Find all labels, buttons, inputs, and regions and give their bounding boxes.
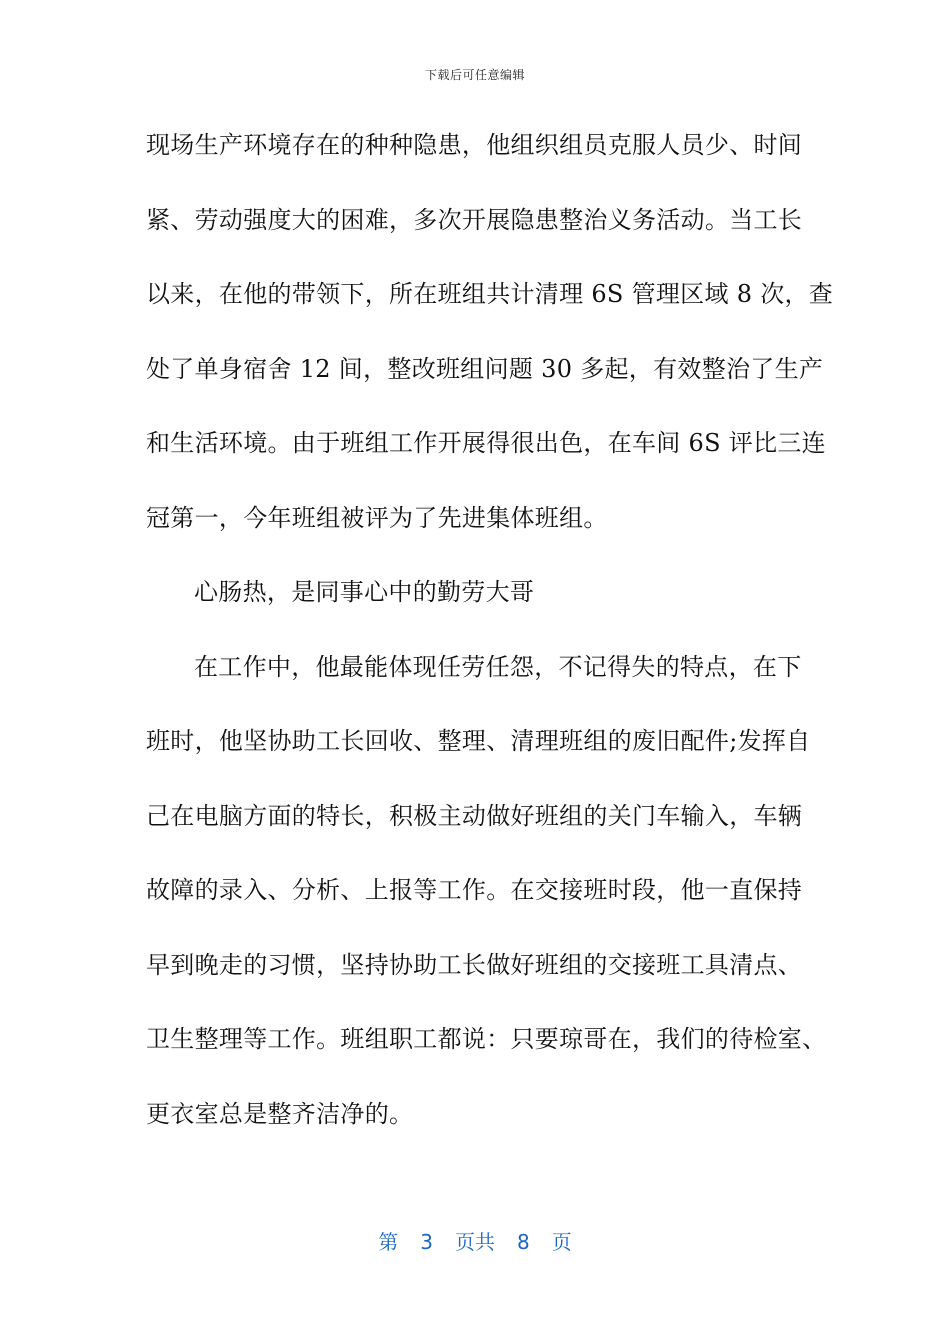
page-footer: [0, 1226, 950, 1255]
body-line: 和生活环境。由于班组工作开展得很出色，在车间 6S 评比三连: [146, 429, 826, 457]
body-line: 班时，他坚协助工长回收、整理、清理班组的废旧配件;发挥自: [146, 727, 811, 755]
footer-prefix: 第: [378, 1230, 399, 1254]
body-line: 更衣室总是整齐洁净的。: [146, 1099, 414, 1128]
page-header: 下载后可任意编辑: [424, 68, 525, 82]
footer-total-pages: 8: [517, 1230, 530, 1254]
footer-suffix: 页: [551, 1230, 572, 1254]
document-body: [146, 122, 834, 1165]
body-line: 卫生整理等工作。班组职工都说：只要琼哥在，我们的待检室、: [146, 1025, 827, 1053]
body-line: 冠第一，今年班组被评为了先进集体班组。: [146, 503, 608, 532]
body-line: 早到晚走的习惯，坚持协助工长做好班组的交接班工具清点、: [146, 950, 803, 979]
section-heading: 心肠热，是同事心中的勤劳大哥: [194, 578, 535, 606]
body-line: 紧、劳动强度大的困难，多次开展隐患整治义务活动。当工长: [146, 205, 803, 234]
body-line: 处了单身宿舍 12 间，整改班组问题 30 多起，有效整治了生产: [146, 354, 824, 383]
body-line: 故障的录入、分析、上报等工作。在交接班时段，他一直保持: [146, 876, 803, 904]
body-line: 己在电脑方面的特长，积极主动做好班组的关门车输入，车辆: [146, 801, 803, 830]
footer-page-number: 3: [420, 1230, 433, 1254]
body-line: 以来，在他的带领下，所在班组共计清理 6S 管理区域 8 次，查: [146, 280, 834, 308]
footer-middle: 页共: [455, 1230, 495, 1254]
body-line: 在工作中，他最能体现任劳任怨，不记得失的特点，在下: [194, 652, 802, 681]
body-line: 现场生产环境存在的种种隐患，他组织组员克服人员少、时间: [146, 131, 803, 159]
